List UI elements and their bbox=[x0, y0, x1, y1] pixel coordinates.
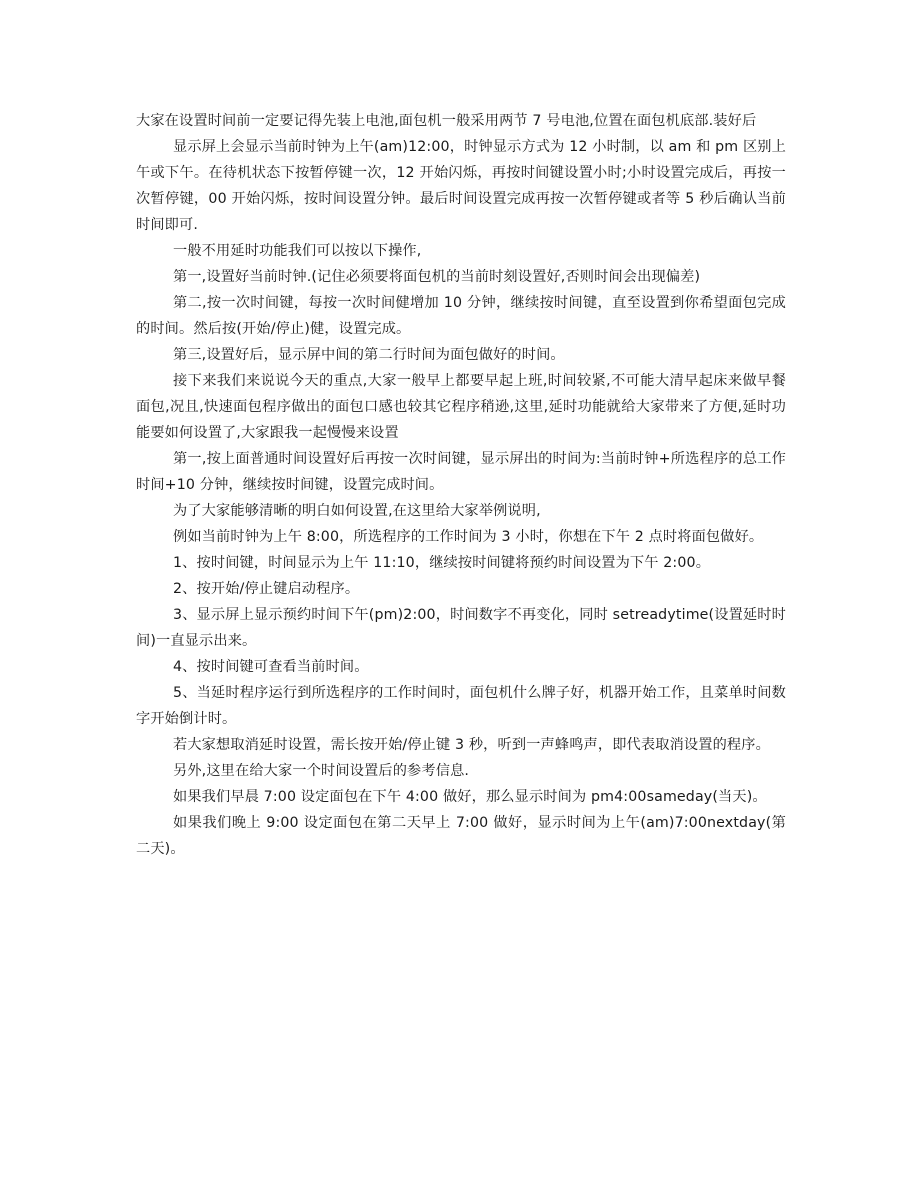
paragraph: 第一,按上面普通时间设置好后再按一次时间键，显示屏出的时间为:当前时钟+所选程序的总工作时间+10 分钟，继续按时间键，设置完成时间。 bbox=[136, 451, 786, 493]
paragraph: 2、按开始/停止键启动程序。 bbox=[173, 581, 360, 597]
paragraph: 显示屏上会显示当前时钟为上午(am)12:00，时钟显示方式为 12 小时制，以 am 和 pm 区别上午或下午。在待机状态下按暂停键一次，12 开始闪烁，再按时间键设置小时;小时设置完成后，再按一次暂停键，00 开始闪烁，按时间设置分钟。最后时间设置完成再按一次暂停键或者等 5 秒后确认当前时间即可. bbox=[136, 139, 786, 233]
paragraph: 5、当延时程序运行到所选程序的工作时间时，面包机什么牌子好，机器开始工作，且菜单时间数字开始倒计时。 bbox=[136, 685, 786, 727]
paragraph: 为了大家能够清晰的明白如何设置,在这里给大家举例说明, bbox=[173, 503, 541, 519]
document-body bbox=[136, 108, 786, 862]
paragraph: 第二,按一次时间键，每按一次时间健增加 10 分钟，继续按时间键，直至设置到你希望面包完成的时间。然后按(开始/停止)健，设置完成。 bbox=[136, 295, 786, 337]
paragraph: 例如当前时钟为上午 8:00，所选程序的工作时间为 3 小时，你想在下午 2 点时将面包做好。 bbox=[173, 529, 764, 545]
paragraph: 如果我们早晨 7:00 设定面包在下午 4:00 做好，那么显示时间为 pm4:00sameday(当天)。 bbox=[173, 789, 767, 805]
paragraph: 4、按时间键可查看当前时间。 bbox=[173, 659, 369, 675]
paragraph: 1、按时间键，时间显示为上午 11:10，继续按时间键将预约时间设置为下午 2:00。 bbox=[173, 555, 711, 571]
paragraph: 如果我们晚上 9:00 设定面包在第二天早上 7:00 做好，显示时间为上午(am)7:00nextday(第二天)。 bbox=[136, 815, 786, 857]
paragraph: 大家在设置时间前一定要记得先装上电池,面包机一般采用两节 7 号电池,位置在面包机底部.装好后 bbox=[136, 113, 757, 129]
paragraph: 接下来我们来说说今天的重点,大家一般早上都要早起上班,时间较紧,不可能大清早起床来做早餐面包,况且,快速面包程序做出的面包口感也较其它程序稍逊,这里,延时功能就给大家带来了方便,延时功能要如何设置了,大家跟我一起慢慢来设置 bbox=[136, 373, 786, 441]
paragraph: 第一,设置好当前时钟.(记住必须要将面包机的当前时刻设置好,否则时间会出现偏差) bbox=[173, 269, 701, 285]
paragraph: 若大家想取消延时设置，需长按开始/停止键 3 秒，听到一声蜂鸣声，即代表取消设置的程序。 bbox=[173, 737, 770, 753]
paragraph: 一般不用延时功能我们可以按以下操作, bbox=[173, 243, 422, 259]
paragraph: 另外,这里在给大家一个时间设置后的参考信息. bbox=[173, 763, 470, 779]
paragraph: 第三,设置好后，显示屏中间的第二行时间为面包做好的时间。 bbox=[173, 347, 565, 363]
paragraph: 3、显示屏上显示预约时间下午(pm)2:00，时间数字不再变化，同时 setreadytime(设置延时时间)一直显示出来。 bbox=[136, 607, 786, 649]
